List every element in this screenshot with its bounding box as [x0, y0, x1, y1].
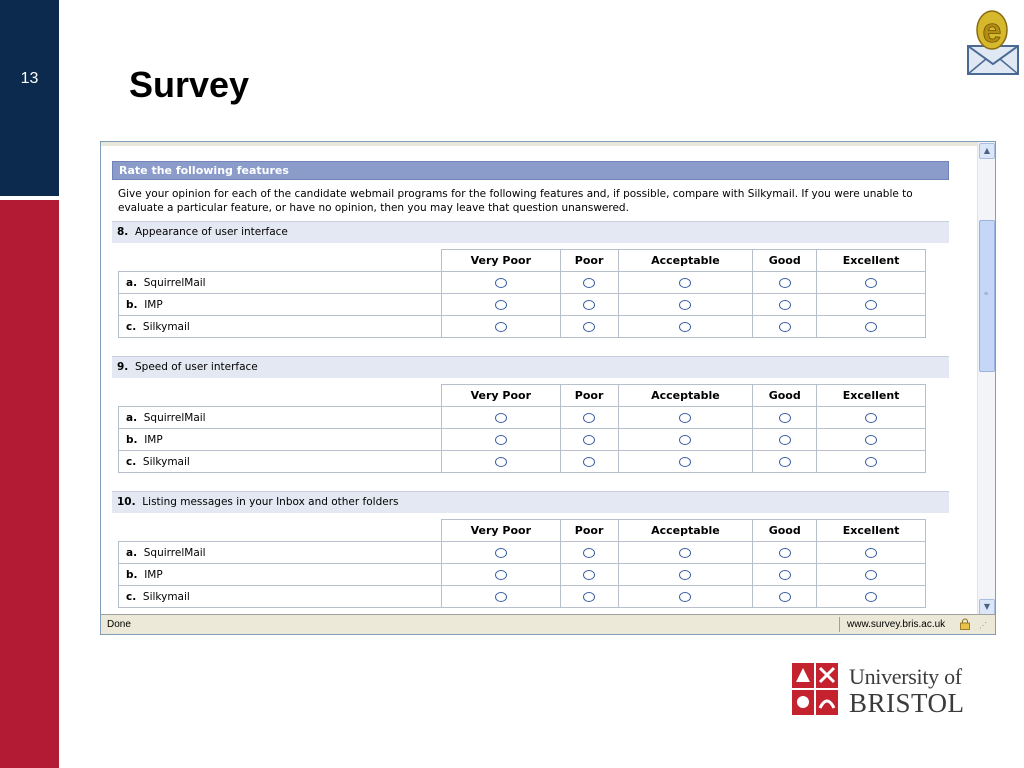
rating-radio-button[interactable]: [865, 413, 877, 423]
row-label: [119, 316, 442, 338]
rating-cell: [560, 407, 618, 429]
rating-column-header: Poor: [560, 250, 618, 272]
table-row: [119, 316, 926, 338]
rating-column-header: Excellent: [817, 520, 926, 542]
status-text: Done: [107, 619, 131, 630]
rating-radio-button[interactable]: [865, 322, 877, 332]
rating-cell: [442, 542, 561, 564]
rating-radio-button[interactable]: [495, 278, 507, 288]
rating-radio-button[interactable]: [779, 413, 791, 423]
rating-cell: [753, 542, 817, 564]
rating-radio-button[interactable]: [495, 413, 507, 423]
question-number: 8.: [117, 226, 129, 238]
rating-column-header: Poor: [560, 520, 618, 542]
university-logo: [791, 662, 981, 722]
rating-header-row: [119, 385, 926, 407]
rating-column-header: Excellent: [817, 385, 926, 407]
rating-cell: [560, 451, 618, 473]
rating-table: [118, 249, 926, 338]
rating-radio-button[interactable]: [583, 592, 595, 602]
rating-radio-button[interactable]: [583, 300, 595, 310]
rating-radio-button[interactable]: [495, 435, 507, 445]
rating-cell: [442, 316, 561, 338]
rating-radio-button[interactable]: [583, 548, 595, 558]
question-number: 10.: [117, 496, 136, 508]
rating-table: [118, 519, 926, 608]
rating-cell: [442, 586, 561, 608]
rating-column-header: Good: [753, 250, 817, 272]
rating-cell: [817, 407, 926, 429]
rating-cell: [560, 586, 618, 608]
section-header: Rate the following features: [112, 161, 949, 180]
rating-radio-button[interactable]: [679, 548, 691, 558]
rating-column-header: Poor: [560, 385, 618, 407]
rating-cell: [753, 586, 817, 608]
table-row: [119, 564, 926, 586]
rating-cell: [817, 542, 926, 564]
row-program-name: Silkymail: [142, 320, 190, 333]
rating-radio-button[interactable]: [865, 435, 877, 445]
rating-column-header: Acceptable: [618, 385, 753, 407]
rating-cell: [618, 451, 753, 473]
header-blank-cell: [119, 385, 442, 407]
status-url: www.survey.bris.ac.uk: [847, 619, 946, 630]
rating-cell: [618, 429, 753, 451]
rating-radio-button[interactable]: [495, 457, 507, 467]
rating-cell: [618, 564, 753, 586]
row-letter: a.: [126, 276, 138, 289]
row-label: [119, 429, 442, 451]
rating-cell: [618, 542, 753, 564]
rating-radio-button[interactable]: [679, 457, 691, 467]
row-label: [119, 586, 442, 608]
row-program-name: IMP: [144, 433, 163, 446]
rating-radio-button[interactable]: [865, 570, 877, 580]
table-row: [119, 542, 926, 564]
header-blank-cell: [119, 250, 442, 272]
rating-radio-button[interactable]: [865, 278, 877, 288]
rating-cell: [560, 272, 618, 294]
row-letter: a.: [126, 411, 138, 424]
rating-cell: [442, 564, 561, 586]
row-program-name: IMP: [144, 298, 163, 311]
rating-cell: [817, 586, 926, 608]
lock-icon: [959, 618, 971, 630]
rating-radio-button[interactable]: [779, 570, 791, 580]
rating-radio-button[interactable]: [679, 570, 691, 580]
email-logo-icon: [962, 6, 1022, 78]
rating-cell: [618, 316, 753, 338]
table-row: [119, 272, 926, 294]
question-number: 9.: [117, 361, 129, 373]
header-blank-cell: [119, 520, 442, 542]
survey-intro-text: Give your opinion for each of the candidate webmail programs for the following features and, if possible, compare with Silkymail. If you were unable to evaluate a particular feature, or have no opinion, then you may leave that question unanswered.: [118, 188, 913, 214]
svg-text:e: e: [982, 12, 1002, 50]
row-program-name: Silkymail: [142, 455, 190, 468]
rating-cell: [817, 316, 926, 338]
row-letter: b.: [126, 433, 138, 446]
row-program-name: SquirrelMail: [143, 411, 206, 424]
row-label: [119, 564, 442, 586]
table-row: [119, 407, 926, 429]
rating-cell: [442, 429, 561, 451]
rating-cell: [618, 407, 753, 429]
rating-cell: [753, 294, 817, 316]
page-top-strip: [101, 142, 977, 146]
rating-radio-button[interactable]: [495, 322, 507, 332]
table-row: [119, 586, 926, 608]
rating-table: [118, 384, 926, 473]
rating-radio-button[interactable]: [583, 322, 595, 332]
rating-column-header: Very Poor: [442, 385, 561, 407]
row-label: [119, 407, 442, 429]
rating-cell: [442, 407, 561, 429]
row-letter: a.: [126, 546, 138, 559]
status-bar: [101, 614, 995, 634]
rating-cell: [817, 564, 926, 586]
rating-radio-button[interactable]: [679, 322, 691, 332]
rating-cell: [618, 272, 753, 294]
rating-cell: [560, 564, 618, 586]
rating-radio-button[interactable]: [865, 548, 877, 558]
rating-radio-button[interactable]: [779, 592, 791, 602]
row-label: [119, 272, 442, 294]
rating-column-header: Acceptable: [618, 250, 753, 272]
rating-cell: [753, 451, 817, 473]
rating-cell: [560, 316, 618, 338]
rating-column-header: Excellent: [817, 250, 926, 272]
resize-grip-icon[interactable]: ⋰: [979, 621, 987, 630]
rating-column-header: Good: [753, 385, 817, 407]
row-program-name: SquirrelMail: [143, 546, 206, 559]
rating-cell: [442, 294, 561, 316]
rating-radio-button[interactable]: [583, 278, 595, 288]
row-program-name: SquirrelMail: [143, 276, 206, 289]
rating-column-header: Very Poor: [442, 250, 561, 272]
status-divider: [839, 617, 840, 632]
rating-radio-button[interactable]: [779, 435, 791, 445]
question-text: Appearance of user interface: [134, 226, 288, 238]
row-program-name: IMP: [144, 568, 163, 581]
rating-radio-button[interactable]: [495, 570, 507, 580]
scroll-up-button[interactable]: ▲: [979, 143, 995, 159]
rating-radio-button[interactable]: [865, 457, 877, 467]
rating-cell: [817, 272, 926, 294]
rating-radio-button[interactable]: [583, 413, 595, 423]
row-label: [119, 294, 442, 316]
rating-header-row: [119, 520, 926, 542]
rating-column-header: Acceptable: [618, 520, 753, 542]
crest-icon: [791, 662, 839, 718]
rating-cell: [560, 542, 618, 564]
university-name-line2: BRISTOL: [849, 688, 965, 718]
table-row: [119, 429, 926, 451]
vertical-scrollbar[interactable]: [977, 142, 995, 616]
rating-radio-button[interactable]: [865, 300, 877, 310]
rating-radio-button[interactable]: [583, 457, 595, 467]
rating-radio-button[interactable]: [779, 457, 791, 467]
row-letter: c.: [126, 320, 137, 333]
rating-radio-button[interactable]: [679, 592, 691, 602]
university-name-line1: University of: [849, 664, 962, 689]
row-label: [119, 451, 442, 473]
rating-header-row: [119, 250, 926, 272]
row-label: [119, 542, 442, 564]
rating-cell: [442, 272, 561, 294]
rating-radio-button[interactable]: [779, 278, 791, 288]
slide-title: Survey: [129, 64, 250, 105]
rating-radio-button[interactable]: [679, 300, 691, 310]
rating-radio-button[interactable]: [779, 322, 791, 332]
row-program-name: Silkymail: [142, 590, 190, 603]
rating-radio-button[interactable]: [495, 592, 507, 602]
row-letter: b.: [126, 298, 138, 311]
rating-cell: [817, 451, 926, 473]
rating-cell: [618, 586, 753, 608]
row-letter: b.: [126, 568, 138, 581]
rating-cell: [753, 564, 817, 586]
rating-cell: [753, 429, 817, 451]
rating-radio-button[interactable]: [779, 548, 791, 558]
rating-cell: [442, 451, 561, 473]
rating-cell: [753, 407, 817, 429]
scrollbar-thumb[interactable]: [979, 220, 995, 372]
rating-cell: [817, 429, 926, 451]
rating-cell: [560, 294, 618, 316]
rating-cell: [560, 429, 618, 451]
survey-page: [101, 142, 977, 616]
scroll-down-button[interactable]: ▼: [979, 599, 995, 615]
rating-cell: [753, 272, 817, 294]
rating-cell: [817, 294, 926, 316]
rating-radio-button[interactable]: [583, 435, 595, 445]
browser-window: [100, 141, 996, 635]
rating-column-header: Good: [753, 520, 817, 542]
table-row: [119, 451, 926, 473]
rating-radio-button[interactable]: [865, 592, 877, 602]
rating-cell: [753, 316, 817, 338]
rating-radio-button[interactable]: [679, 435, 691, 445]
scrollbar-grip-icon: ≡: [984, 291, 989, 298]
rating-radio-button[interactable]: [679, 278, 691, 288]
slide-sidebar-bottom: [0, 200, 59, 768]
rating-radio-button[interactable]: [495, 548, 507, 558]
question-header: [112, 356, 949, 378]
rating-radio-button[interactable]: [583, 570, 595, 580]
rating-radio-button[interactable]: [779, 300, 791, 310]
question-text: Speed of user interface: [134, 361, 258, 373]
rating-radio-button[interactable]: [495, 300, 507, 310]
slide-number: 13: [20, 70, 39, 87]
row-letter: c.: [126, 590, 137, 603]
rating-radio-button[interactable]: [679, 413, 691, 423]
rating-column-header: Very Poor: [442, 520, 561, 542]
question-header: [112, 491, 949, 513]
rating-cell: [618, 294, 753, 316]
slide-sidebar-top: [0, 0, 59, 196]
question-text: Listing messages in your Inbox and other folders: [142, 496, 399, 508]
row-letter: c.: [126, 455, 137, 468]
question-header: [112, 221, 949, 243]
table-row: [119, 294, 926, 316]
